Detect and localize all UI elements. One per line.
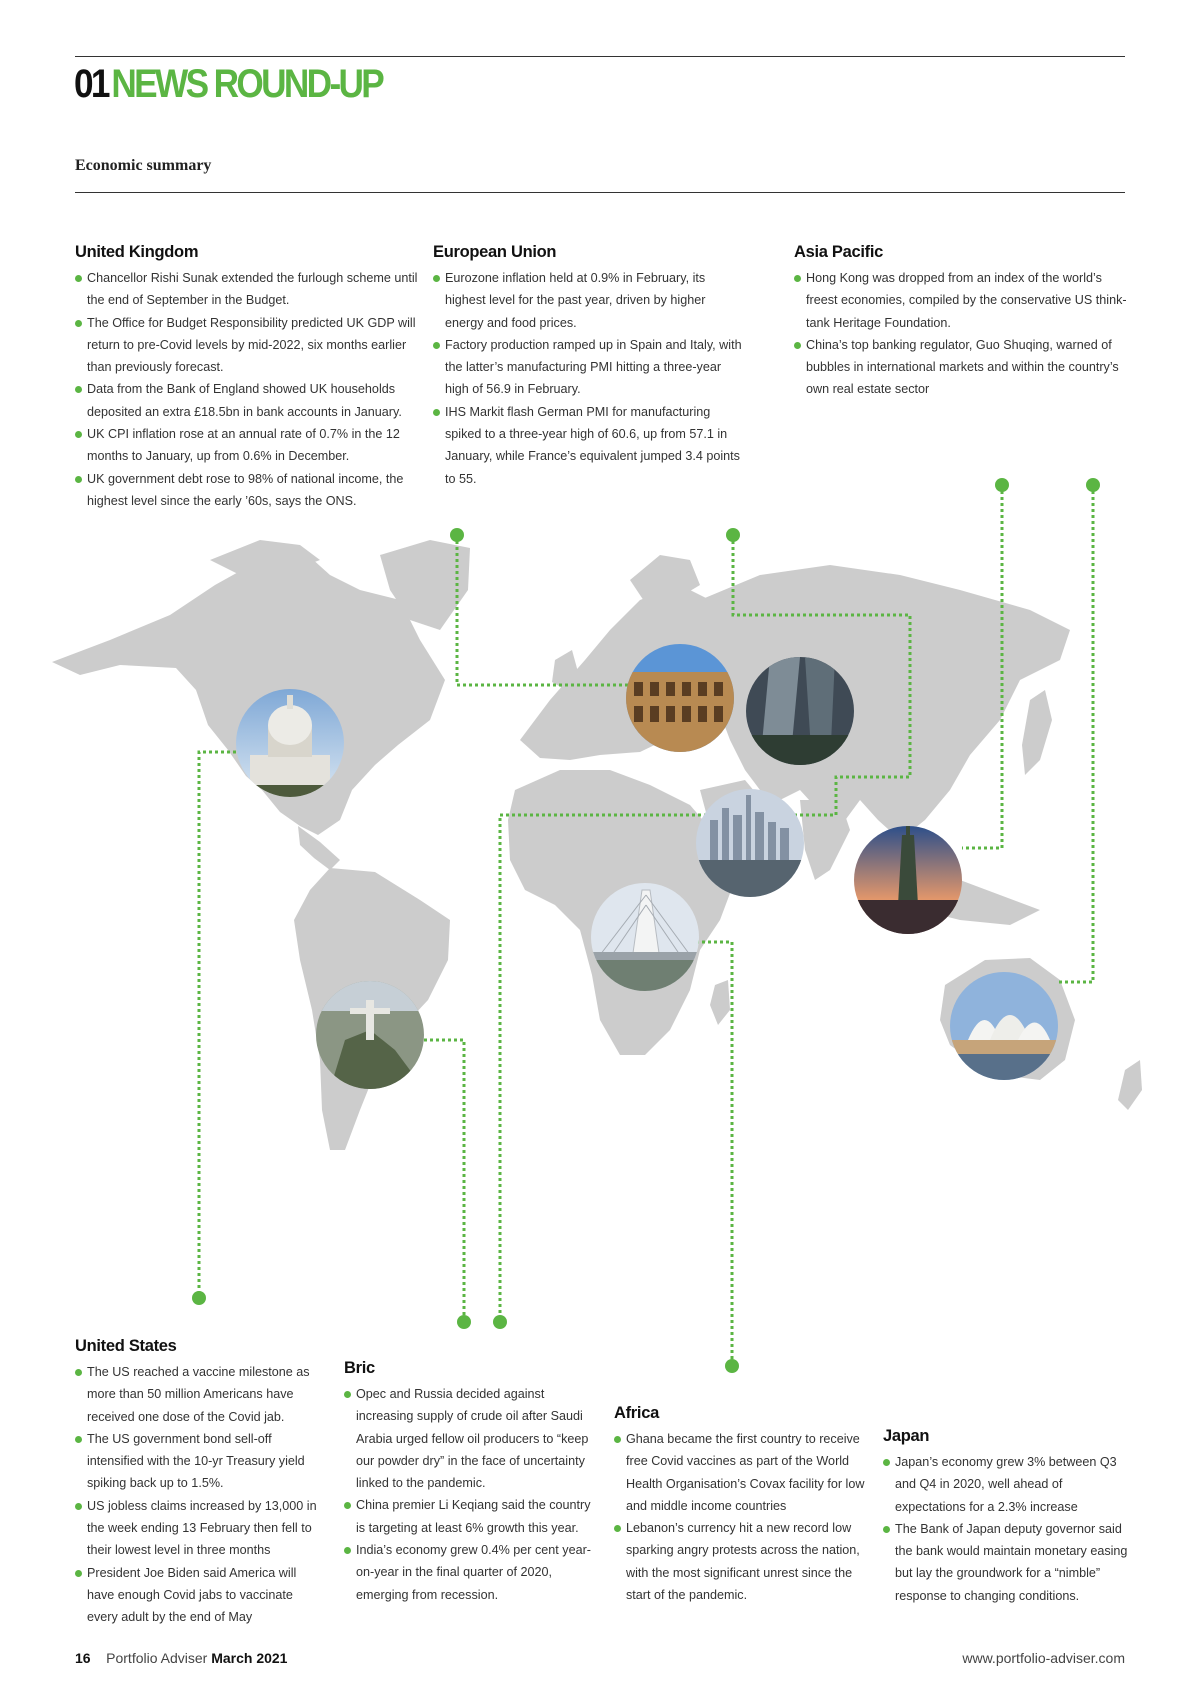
- list-item: The US reached a vaccine milestone as more than 50 million Americans have received one dose of the Covid jab.: [75, 1361, 327, 1428]
- north-america-shape: [52, 548, 445, 835]
- region-title: United States: [75, 1337, 177, 1355]
- list-item: Japan’s economy grew 3% between Q3 and Q4 in 2020, well ahead of expectations for a 2.3% increase: [883, 1451, 1133, 1518]
- bullet-list: [433, 267, 743, 490]
- page-number: 16: [75, 1650, 91, 1666]
- asia-connector-2: [1058, 485, 1093, 982]
- region-title: Bric: [344, 1359, 375, 1377]
- connector-dots: [192, 478, 1100, 1373]
- uk-connector: [457, 535, 632, 685]
- canada-islands-shape: [210, 540, 320, 575]
- footer-left: [75, 1650, 287, 1666]
- africa-shape: [508, 770, 735, 1055]
- region-japan: [883, 1427, 1133, 1607]
- skyscraper-photo: [746, 657, 854, 765]
- list-item: President Joe Biden said America will have enough Covid jabs to vaccinate every adult by the end of May: [75, 1562, 327, 1629]
- bullet-list: [614, 1428, 866, 1606]
- christ-redeemer-photo: [316, 981, 424, 1089]
- list-item: The US government bond sell-off intensified with the 10-yr Treasury yield spiking back up to 1.5%.: [75, 1428, 327, 1495]
- list-item: Eurozone inflation held at 0.9% in February, its highest level for the past year, driven by higher energy and food prices.: [433, 267, 743, 334]
- central-america-shape: [298, 826, 340, 870]
- arabia-shape: [700, 780, 770, 860]
- bric-connector: [424, 1040, 464, 1322]
- bullet-list: [883, 1451, 1133, 1607]
- list-item: The Bank of Japan deputy governor said the bank would maintain monetary easing but lay the groundwork for a “nimble” response to changing conditions.: [883, 1518, 1133, 1607]
- connector-lines: [199, 485, 1093, 1366]
- africa-connector: [690, 942, 732, 1366]
- region-united-states: [75, 1337, 327, 1629]
- list-item: Ghana became the first country to receive free Covid vaccines as part of the World Health Organisation’s Covax facility for low and middle income countries: [614, 1428, 866, 1517]
- bullet-list: [75, 1361, 327, 1629]
- region-european-union: [433, 243, 743, 490]
- bullet-list: [344, 1383, 596, 1606]
- bullet-list: [75, 267, 420, 512]
- madagascar-shape: [710, 980, 730, 1025]
- list-item: UK CPI inflation rose at an annual rate of 0.7% in the 12 months to January, up from 0.6% in December.: [75, 423, 420, 468]
- cable-bridge-photo: [591, 883, 699, 991]
- region-title: Japan: [883, 1427, 930, 1445]
- bullet-list: [794, 267, 1129, 401]
- masthead: [74, 62, 382, 106]
- region-bric: [344, 1359, 596, 1606]
- page-subhead: Economic summary: [75, 157, 212, 174]
- capitol-photo: [236, 689, 344, 797]
- list-item: US jobless claims increased by 13,000 in the week ending 13 February then fell to their lowest level in three months: [75, 1495, 327, 1562]
- region-title: Asia Pacific: [794, 243, 884, 261]
- sydney-opera-photo: [950, 972, 1058, 1080]
- asia-shape: [700, 565, 1070, 840]
- greenland-shape: [380, 540, 470, 630]
- japan-shape: [1022, 690, 1052, 775]
- region-united-kingdom: [75, 243, 420, 512]
- colosseum-photo: [626, 644, 734, 752]
- issue-date: March 2021: [211, 1650, 288, 1666]
- europe-shape: [520, 585, 730, 760]
- australia-shape: [940, 958, 1075, 1080]
- list-item: China’s top banking regulator, Guo Shuqing, warned of bubbles in international markets and within the country’s own real estate sector: [794, 334, 1129, 401]
- list-item: Lebanon’s currency hit a new record low sparking angry protests across the nation, with the most significant unrest since the start of the pandemic.: [614, 1517, 866, 1606]
- asia-connector-1: [962, 485, 1002, 848]
- region-title: Africa: [614, 1404, 659, 1422]
- list-item: Opec and Russia decided against increasing supply of crude oil after Saudi Arabia urged fellow oil producers to “keep our powder dry” in the face of uncertainty linked to the pandemic.: [344, 1383, 596, 1494]
- list-item: China premier Li Keqiang said the country is targeting at least 6% growth this year.: [344, 1494, 596, 1539]
- region-title: United Kingdom: [75, 243, 199, 261]
- list-item: IHS Markit flash German PMI for manufacturing spiked to a three-year high of 60.6, up from 57.1 in January, while France’s equivalent jumped 3.4 points to 55.: [433, 401, 743, 490]
- subhead-rule: [75, 192, 1125, 193]
- dubai-photo: [696, 789, 804, 897]
- region-asia-pacific: [794, 243, 1129, 401]
- land-masses: [52, 540, 1142, 1150]
- publication-name: Portfolio Adviser: [106, 1650, 208, 1666]
- taipei-tower-photo: [854, 822, 962, 934]
- new-zealand-shape: [1118, 1060, 1142, 1110]
- eu-connector: [500, 535, 910, 1322]
- south-america-shape: [294, 868, 450, 1150]
- list-item: The Office for Budget Responsibility predicted UK GDP will return to pre-Covid levels by mid-2022, six months earlier than previously forecast.: [75, 312, 420, 379]
- footer-url[interactable]: www.portfolio-adviser.com: [962, 1650, 1125, 1666]
- list-item: Chancellor Rishi Sunak extended the furlough scheme until the end of September in the Budget.: [75, 267, 420, 312]
- section-title: NEWS ROUND-UP: [111, 62, 383, 106]
- top-rule: [75, 56, 1125, 57]
- scandinavia-shape: [630, 555, 700, 610]
- list-item: Hong Kong was dropped from an index of the world’s freest economies, compiled by the conservative US think-tank Heritage Foundation.: [794, 267, 1129, 334]
- list-item: India’s economy grew 0.4% per cent year-on-year in the final quarter of 2020, emerging from recession.: [344, 1539, 596, 1606]
- india-shape: [800, 800, 850, 880]
- region-africa: [614, 1404, 866, 1606]
- list-item: Data from the Bank of England showed UK households deposited an extra £18.5bn in bank accounts in January.: [75, 378, 420, 423]
- uk-shape: [552, 650, 578, 690]
- us-connector: [199, 752, 236, 1298]
- region-title: European Union: [433, 243, 557, 261]
- southeast-asia-islands-shape: [900, 880, 1040, 925]
- list-item: Factory production ramped up in Spain and Italy, with the latter’s manufacturing PMI hitting a three-year high of 56.9 in February.: [433, 334, 743, 401]
- list-item: UK government debt rose to 98% of national income, the highest level since the early ’60s, says the ONS.: [75, 468, 420, 513]
- section-number: 01: [74, 62, 108, 106]
